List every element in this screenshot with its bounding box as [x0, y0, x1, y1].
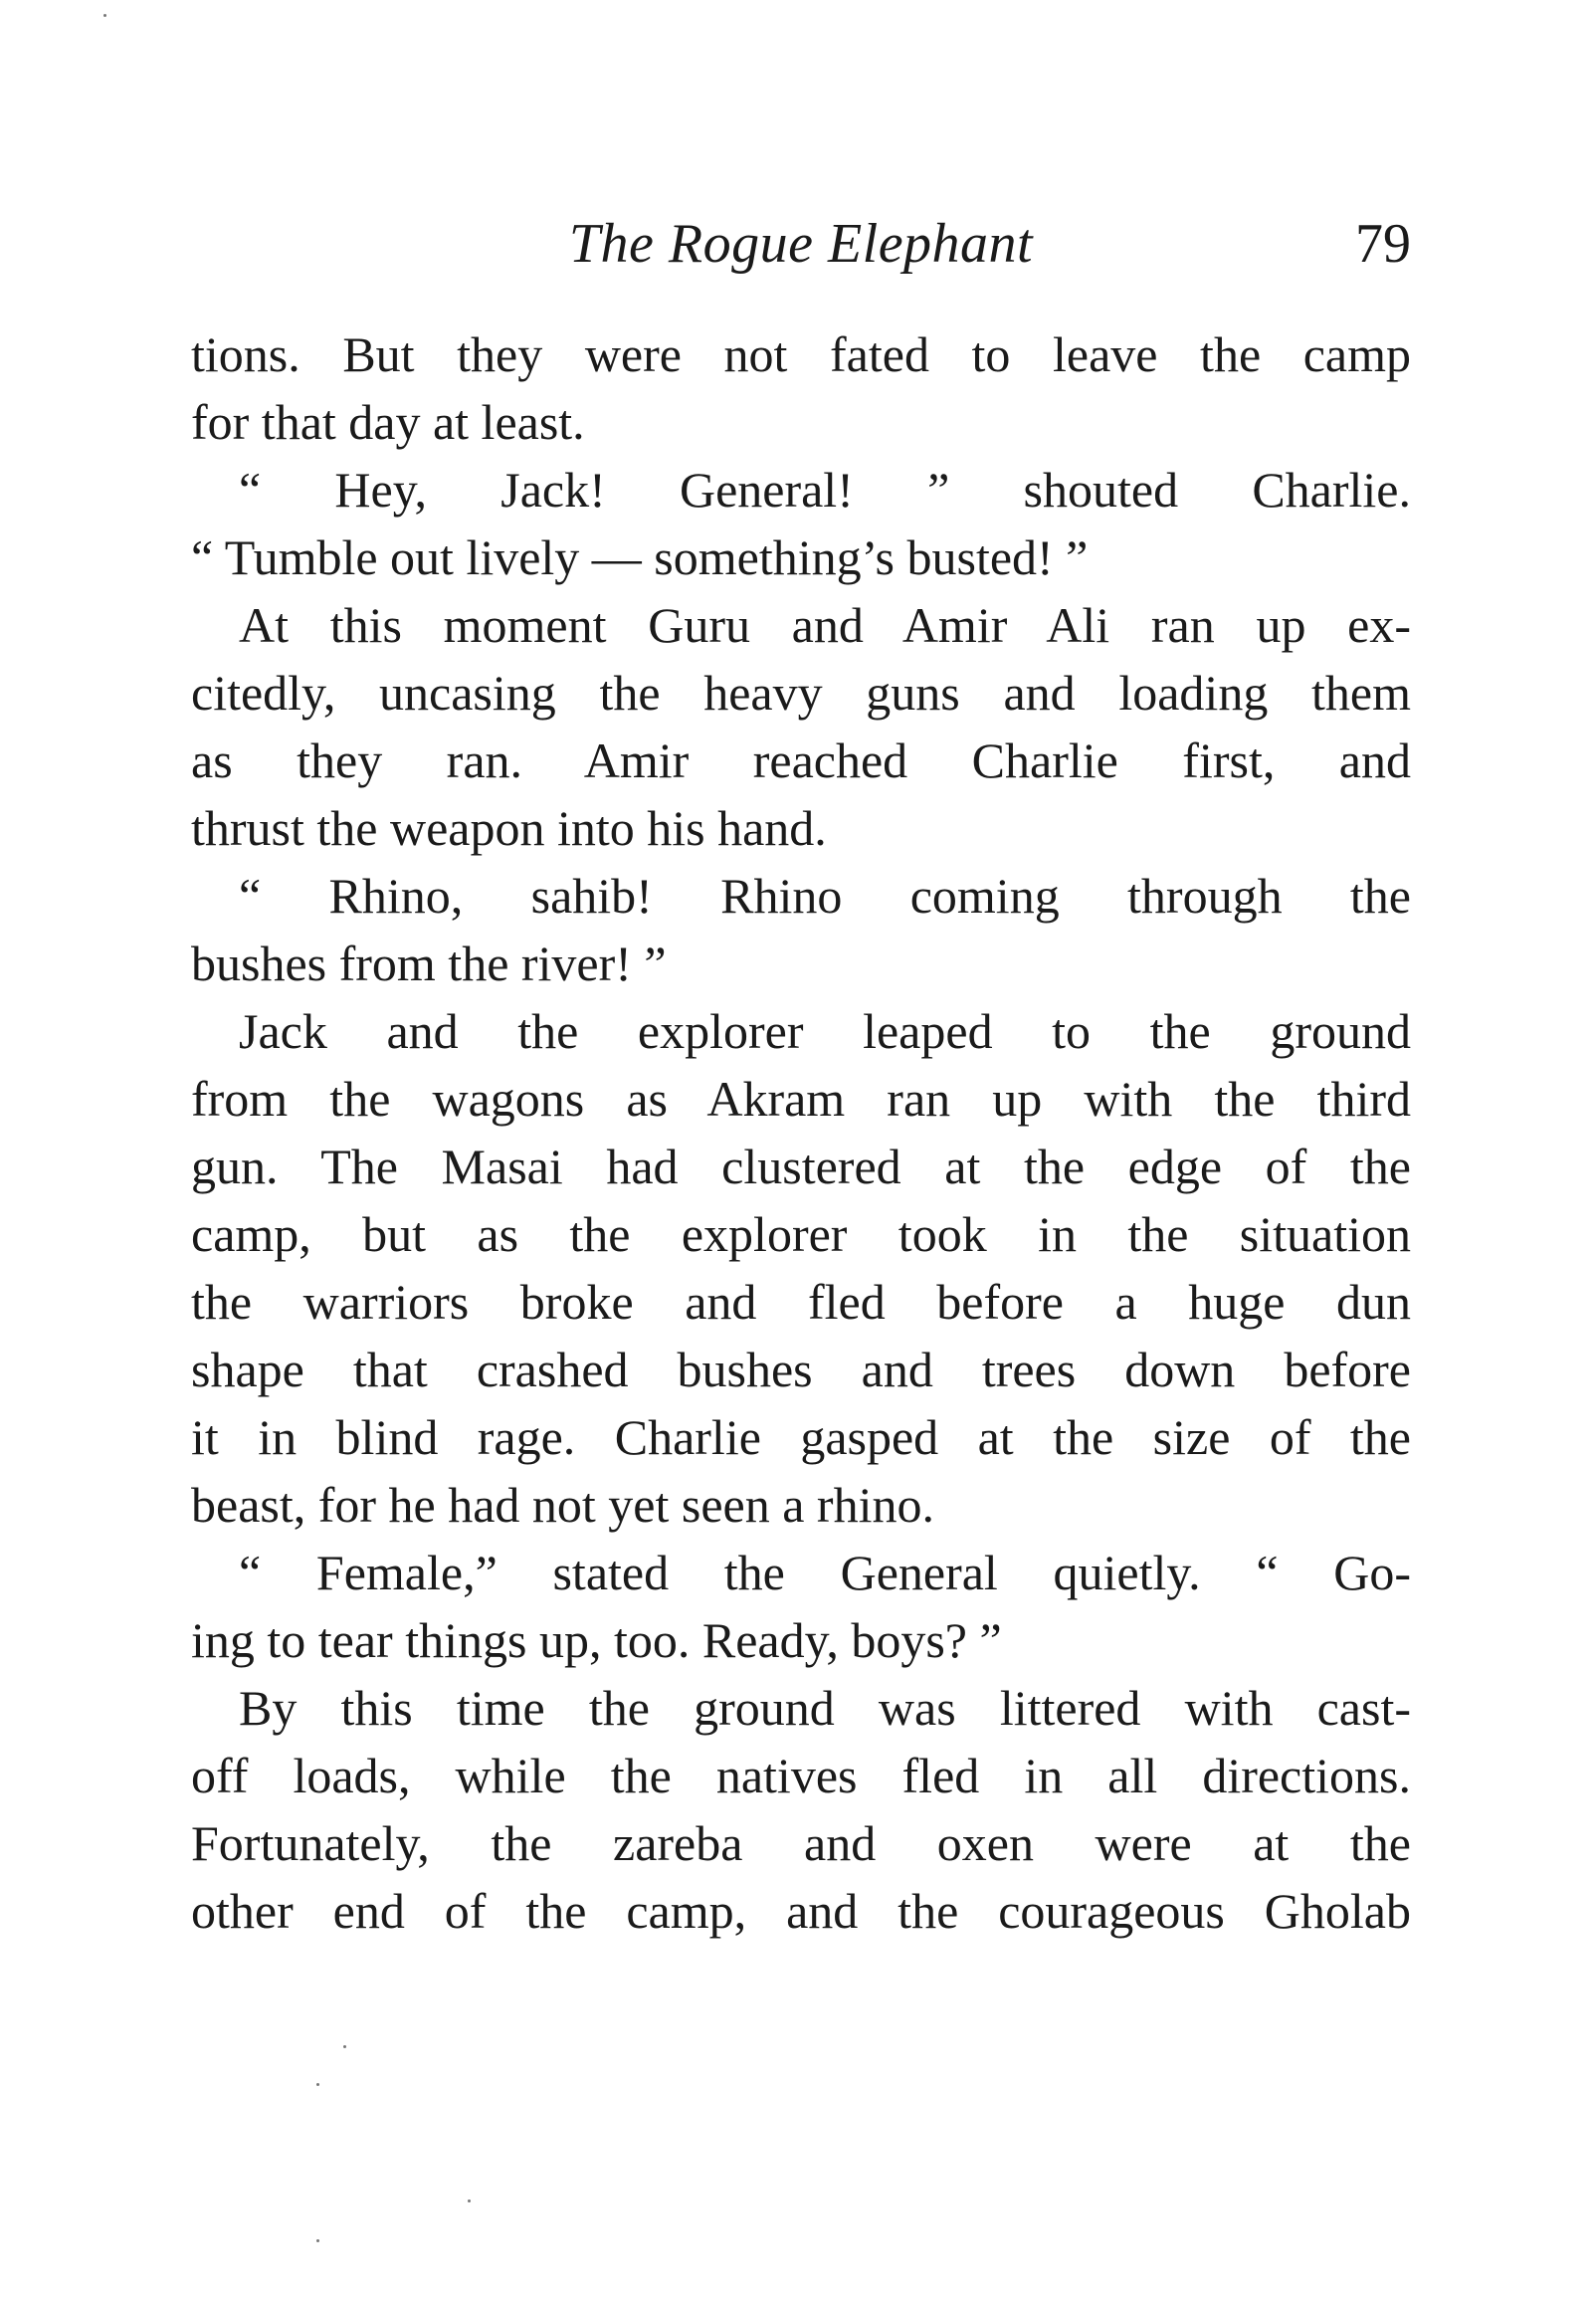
text-line: “ Hey, Jack! General! ” shouted Charlie. [239, 462, 1411, 518]
text-line: “ Tumble out lively — something’s busted! ” [191, 529, 1089, 585]
text-line: thrust the weapon into his hand. [191, 800, 827, 856]
text-line: “ Female,” stated the General quietly. “ Go- [239, 1545, 1411, 1600]
text-line: Jack and the explorer leaped to the ground [239, 1003, 1411, 1059]
paper-speck [468, 2199, 471, 2202]
text-line: shape that crashed bushes and trees down before [191, 1342, 1411, 1397]
paper-speck [103, 14, 106, 17]
paper-speck [316, 2083, 319, 2086]
text-line: gun. The Masai had clustered at the edge of the [191, 1139, 1411, 1194]
paper-speck [316, 2239, 319, 2242]
text-line: tions. But they were not fated to leave the camp [191, 326, 1411, 382]
page-number: 79 [1355, 213, 1411, 275]
text-line: other end of the camp, and the courageous Gholab [191, 1883, 1411, 1939]
text-line: the warriors broke and fled before a huge dun [191, 1274, 1411, 1330]
text-line: At this moment Guru and Amir Ali ran up ex- [239, 597, 1411, 653]
text-line: camp, but as the explorer took in the situation [191, 1206, 1411, 1262]
text-line: beast, for he had not yet seen a rhino. [191, 1477, 934, 1533]
running-title: The Rogue Elephant [568, 213, 1034, 275]
text-line: citedly, uncasing the heavy guns and loading them [191, 665, 1411, 721]
text-line: it in blind rage. Charlie gasped at the size of the [191, 1409, 1411, 1465]
text-line: as they ran. Amir reached Charlie first, and [191, 732, 1411, 788]
text-line: By this time the ground was littered with cast- [239, 1680, 1411, 1736]
text-line: for that day at least. [191, 394, 585, 450]
text-line: Fortunately, the zareba and oxen were at the [191, 1815, 1411, 1871]
paper-speck [343, 2045, 346, 2048]
text-line: off loads, while the natives fled in all directions. [191, 1748, 1411, 1803]
body-text [191, 320, 1411, 1945]
text-line: “ Rhino, sahib! Rhino coming through the [239, 868, 1411, 924]
text-line: from the wagons as Akram ran up with the third [191, 1071, 1411, 1127]
text-line: ing to tear things up, too. Ready, boys? ” [191, 1612, 1002, 1668]
text-line: bushes from the river! ” [191, 936, 667, 991]
running-head [191, 209, 1411, 279]
